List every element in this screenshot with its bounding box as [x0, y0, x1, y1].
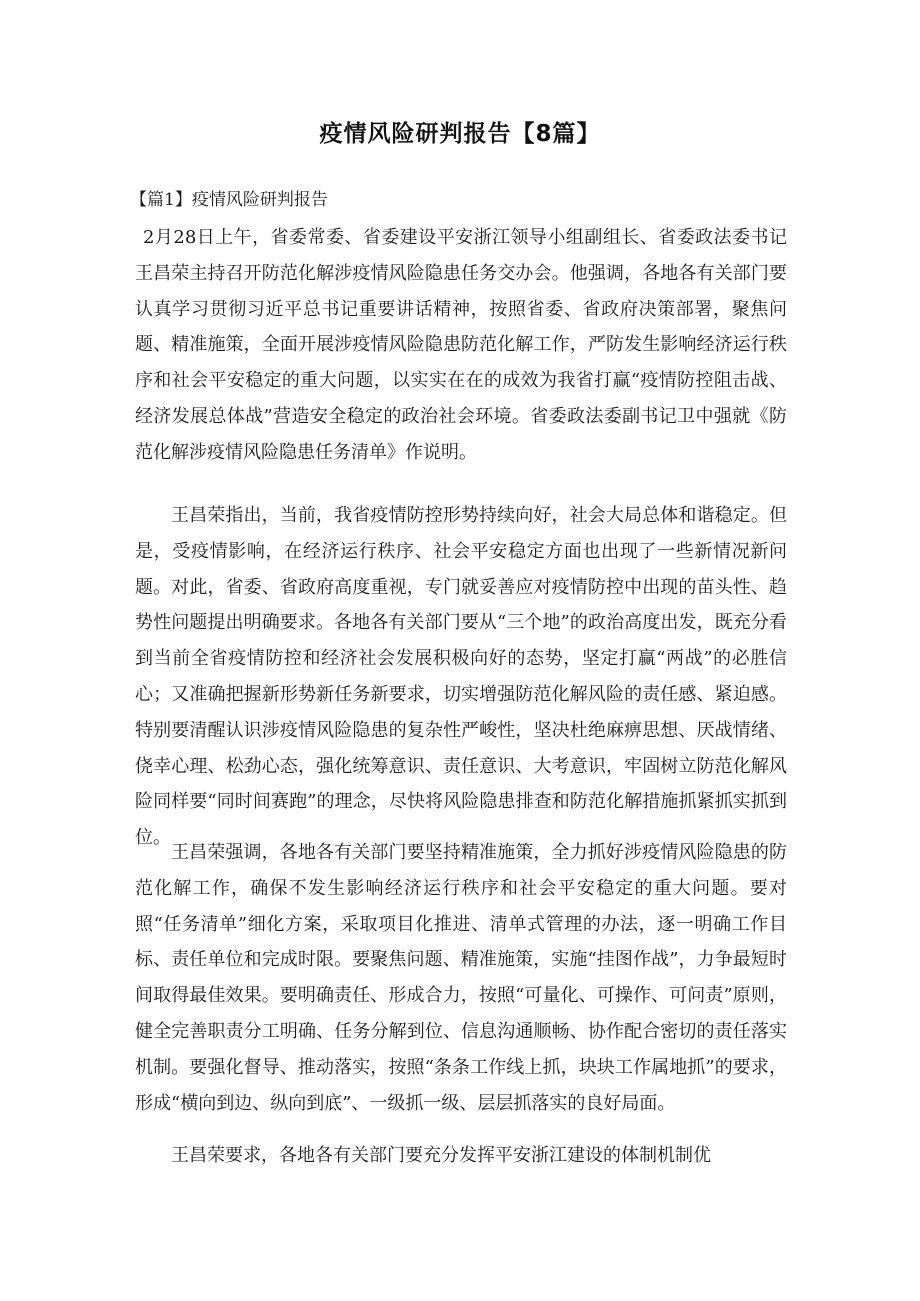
- paragraph-3: 王昌荣强调，各地各有关部门要坚持精准施策，全力抓好涉疫情风险隐患的防范化解工作，确保不发生影响经济运行秩序和社会平安稳定的重大问题。要对照“任务清单”细化方案，采取项目化推进、清单式管理的办法，逐一明确工作目标、责任单位和完成时限。要聚焦问题、精准施策，实施“挂图作战”，力争最短时间取得最佳效果。要明确责任、形成合力，按照“可量化、可操作、可问责”原则，健全完善职责分工明确、任务分解到位、信息沟通顺畅、协作配合密切的责任落实机制。要强化督导、推动落实，按照“条条工作线上抓，块块工作属地抓”的要求，形成“横向到边、纵向到底”、一级抓一级、层层抓落实的良好局面。: [135, 842, 787, 1114]
- paragraph-4: 王昌荣要求，各地各有关部门要充分发挥平安浙江建设的体制机制优: [171, 1145, 711, 1166]
- document-title: 疫情风险研判报告【8篇】: [319, 121, 601, 147]
- section-heading: 【篇1】疫情风险研判报告: [130, 190, 328, 210]
- paragraph-2: 王昌荣指出，当前，我省疫情防控形势持续向好，社会大局总体和谐稳定。但是，受疫情影响，在经济运行秩序、社会平安稳定方面也出现了一些新情况新问题。对此，省委、省政府高度重视，专门就妥善应对疫情防控中出现的苗头性、趋势性问题提出明确要求。各地各有关部门要从“三个地”的政治高度出发，既充分看到当前全省疫情防控和经济社会发展积极向好的态势，坚定打赢“两战”的必胜信心；又准确把握新形势新任务新要求，切实增强防范化解风险的责任感、紧迫感。特别要清醒认识涉疫情风险隐患的复杂性严峻性，坚决杜绝麻痹思想、厌战情绪、侥幸心理、松劲心态，强化统筹意识、责任意识、大考意识，牢固树立防范化解风险同样要“同时间赛跑”的理念，尽快将风险隐患排查和防范化解措施抓紧抓实抓到位。: [135, 505, 787, 849]
- paragraph-1: 2月28日上午，省委常委、省委建设平安浙江领导小组副组长、省委政法委书记王昌荣主持召开防范化解涉疫情风险隐患任务交办会。他强调，各地各有关部门要认真学习贯彻习近平总书记重要讲话精神，按照省委、省政府决策部署，聚焦问题、精准施策，全面开展涉疫情风险隐患防范化解工作，严防发生影响经济运行秩序和社会平安稳定的重大问题，以实实在在的成效为我省打赢“疫情防控阻击战、经济发展总体战”营造安全稳定的政治社会环境。省委政法委副书记卫中强就《防范化解涉疫情风险隐患任务清单》作说明。: [135, 227, 787, 463]
